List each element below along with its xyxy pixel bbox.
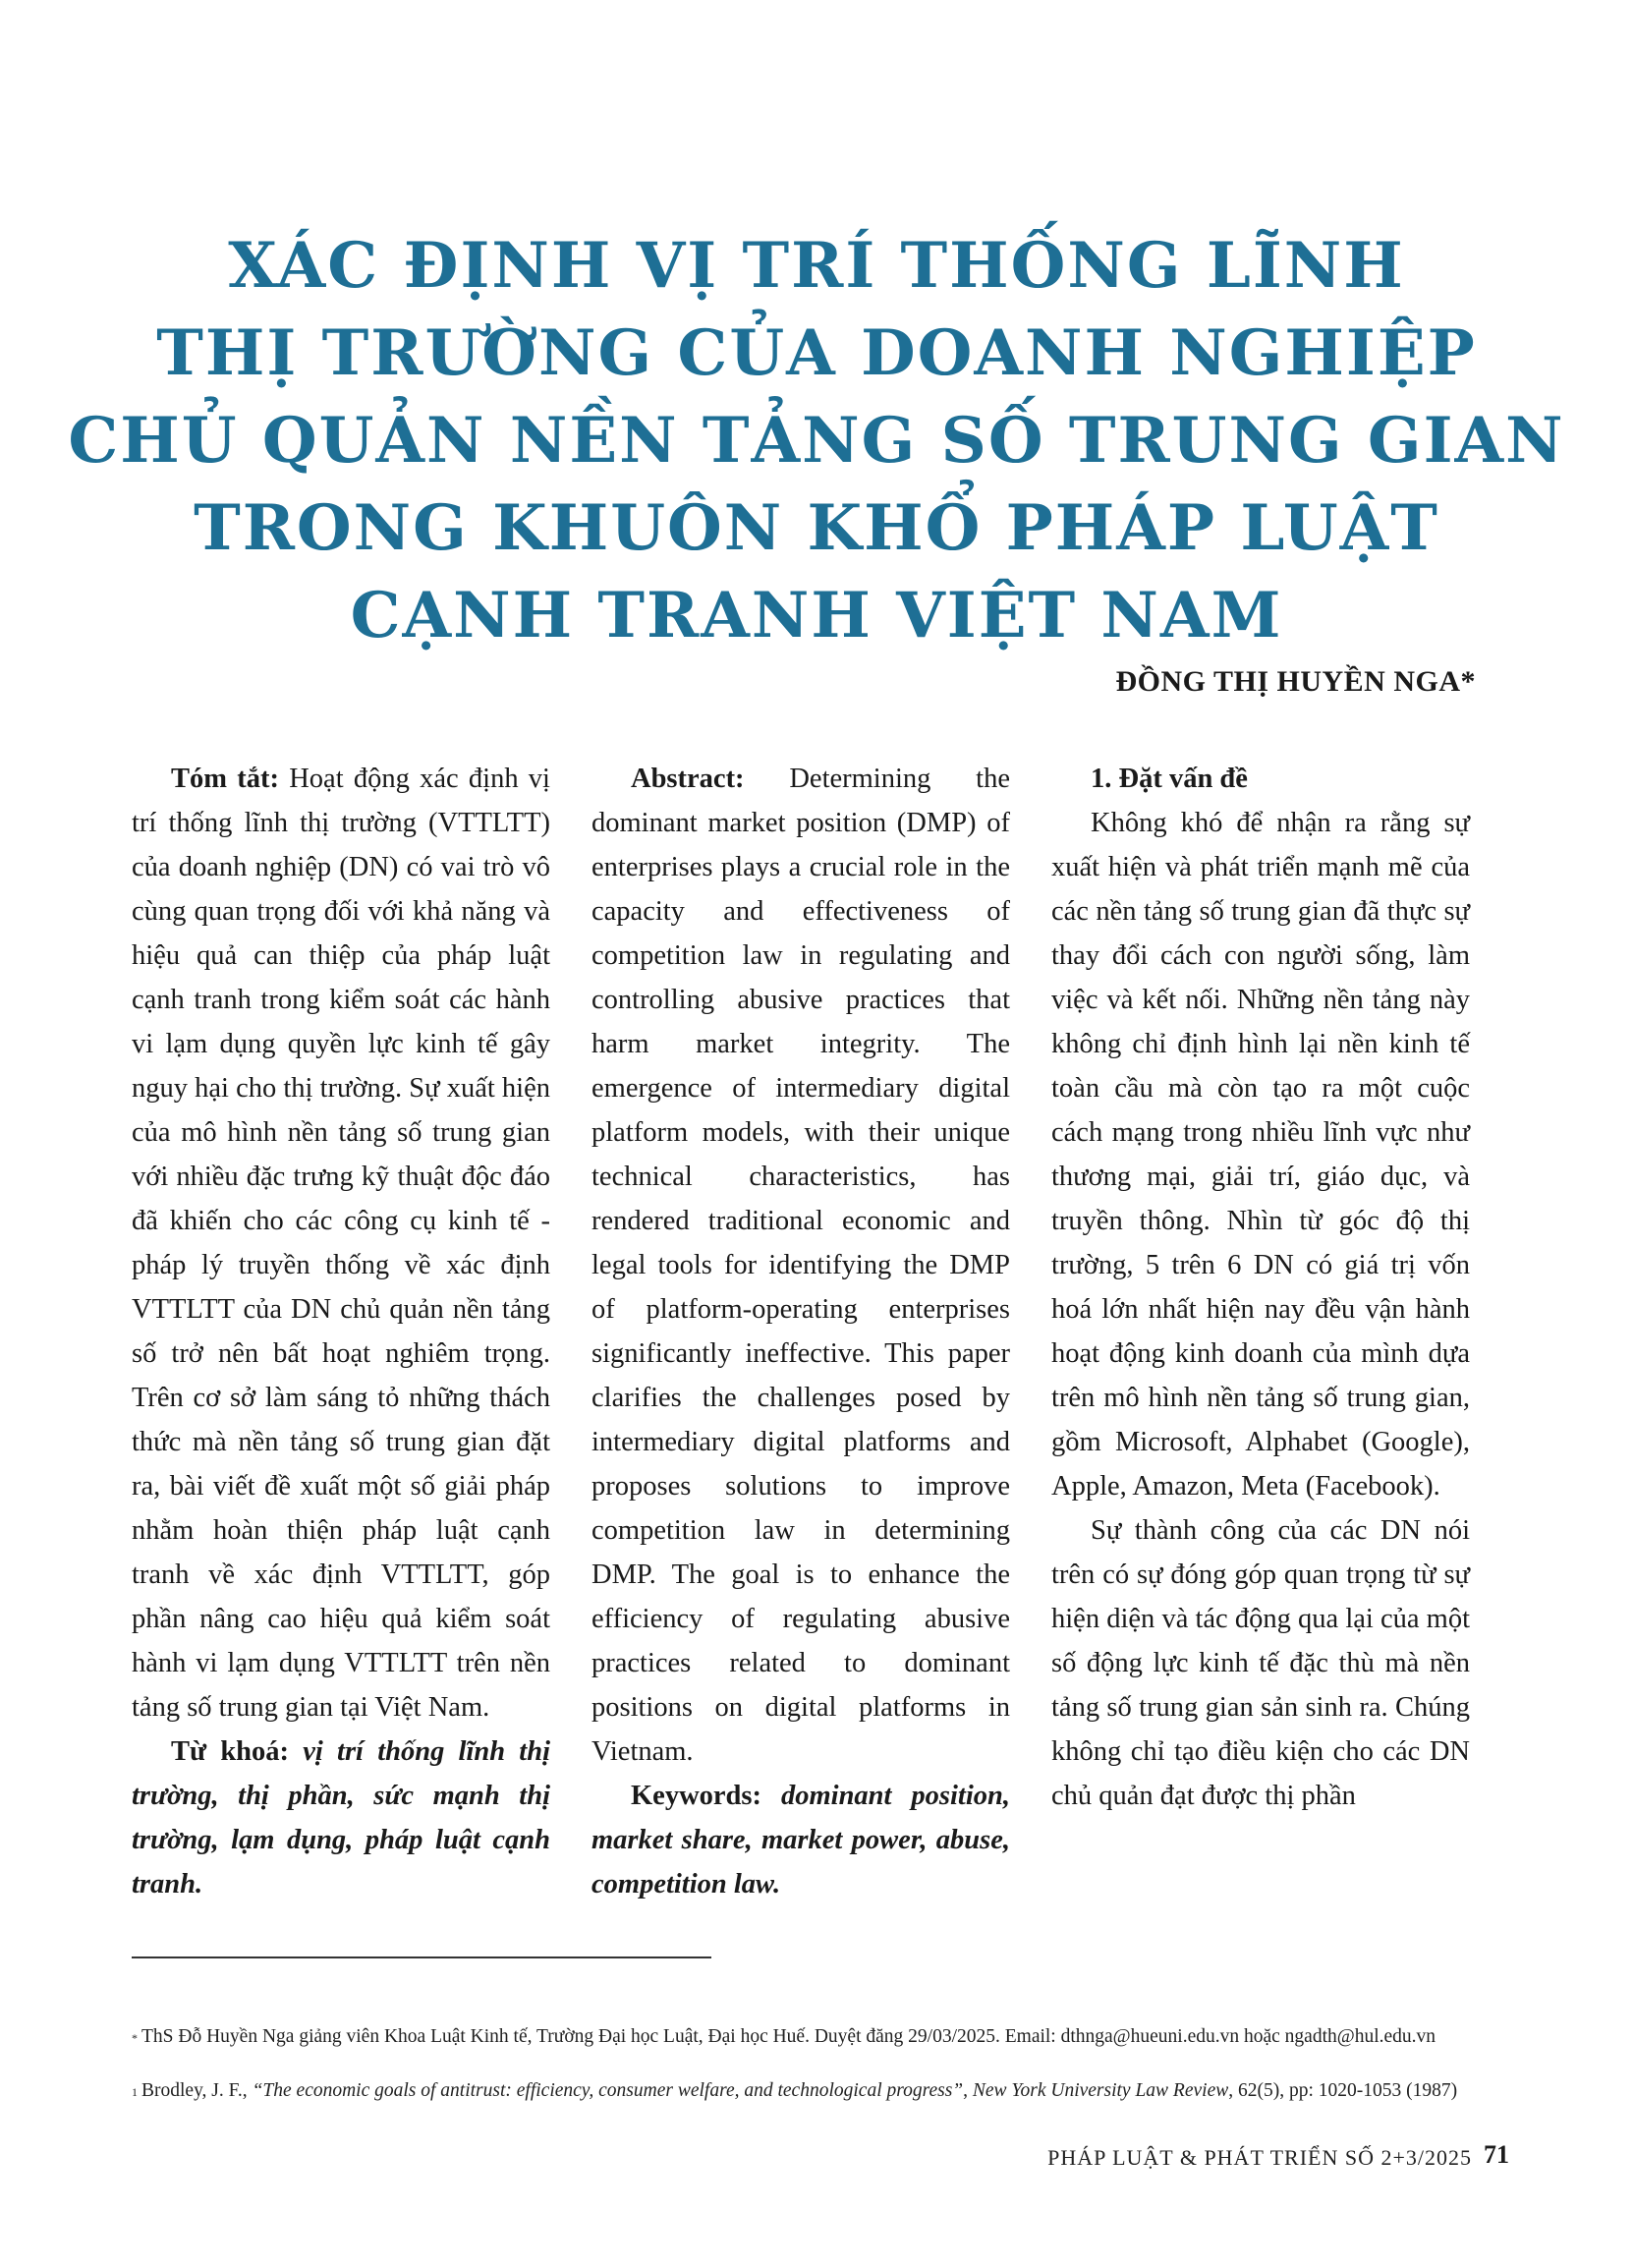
running-footer: PHÁP LUẬT & PHÁT TRIỂN SỐ 2+3/2025	[1047, 2145, 1472, 2170]
footnote-citation-journal: New York University Law Review	[972, 2080, 1229, 2101]
footnote-mark: 1	[132, 2085, 138, 2099]
abstract-paragraph	[591, 757, 1010, 1774]
footnote-divider	[132, 1956, 711, 1958]
summary-text: Hoạt động xác định vị trí thống lĩnh thị trường (VTTLTT) của doanh nghiệp (DN) có vai trò vô cùng quan trọng đối với khả năng và hiệu quả can thiệp của pháp luật cạnh tranh trong kiểm soát các hành vi lạm dụng quyền lực kinh tế gây nguy hại cho thị trường. Sự xuất hiện của mô hình nền tảng số trung gian với nhiều đặc trưng kỹ thuật độc đáo đã khiến cho các công cụ kinh tế - pháp lý truyền thống về xác định VTTLTT của DN chủ quản nền tảng số trở nên bất hoạt nghiêm trọng. Trên cơ sở làm sáng tỏ những thách thức mà nền tảng số trung gian đặt ra, bài viết đề xuất một số giải pháp nhằm hoàn thiện pháp luật cạnh tranh về xác định VTTLTT, góp phần nâng cao hiệu quả kiểm soát hành vi lạm dụng VTTLTT trên nền tảng số trung gian tại Việt Nam.	[132, 764, 550, 1723]
summary-label: Tóm tắt:	[171, 764, 279, 794]
title-line: CHỦ QUẢN NỀN TẢNG SỐ TRUNG GIAN	[68, 404, 1565, 478]
keywords-en-text: dominant position, market share, market power, abuse, competition law.	[591, 1781, 1010, 1899]
title-line: XÁC ĐỊNH VỊ TRÍ THỐNG LĨNH	[228, 229, 1405, 303]
footnote-citation-author: Brodley, J. F.,	[141, 2080, 253, 2101]
footnote-citation-title: “The economic goals of antitrust: efficiency, consumer welfare, and technological progress”	[252, 2080, 964, 2101]
section-paragraph: Không khó để nhận ra rằng sự xuất hiện và phát triển mạnh mẽ của các nền tảng số trung gian đã thực sự thay đổi cách con người sống, làm việc và kết nối. Những nền tảng này không chỉ định hình lại nền kinh tế toàn cầu mà còn tạo ra một cuộc cách mạng trong nhiều lĩnh vực như thương mại, giải trí, giáo dục, và truyền thông. Nhìn từ góc độ thị trường, 5 trên 6 DN có giá trị vốn hoá lớn nhất hiện nay đều vận hành hoạt động kinh doanh của mình dựa trên mô hình nền tảng số trung gian, gồm Microsoft, Alphabet (Google), Apple, Amazon, Meta (Facebook).	[1051, 808, 1470, 1502]
summary-paragraph	[132, 757, 550, 1729]
title-line: TRONG KHUÔN KHỔ PHÁP LUẬT	[194, 491, 1439, 565]
abstract-label: Abstract:	[631, 764, 745, 794]
footnote-author	[132, 2022, 1474, 2051]
column-section	[1051, 757, 1470, 1818]
title-line: THỊ TRƯỜNG CỦA DOANH NGHIỆP	[156, 316, 1477, 390]
keywords-vi-label: Từ khoá:	[171, 1736, 290, 1767]
abstract-text: Determining the dominant market position (DMP) of enterprises plays a crucial role in the capacity and effectiveness of competition law in regulating and controlling abusive practices that harm market integrity. The emergence of intermediary digital platform models, with their unique technical characteristics, has rendered traditional economic and legal tools for identifying the DMP of platform-operating enterprises significantly ineffective. This paper clarifies the challenges posed by intermediary digital platforms and proposes solutions to improve competition law in determining DMP. The goal is to enhance the efficiency of regulating abusive practices related to dominant positions on digital platforms in Vietnam.	[591, 764, 1010, 1767]
column-abstract	[591, 757, 1010, 1906]
section-heading: 1. Đặt vấn đề	[1091, 764, 1248, 794]
footnote-citation-rest: , 62(5), pp: 1020-1053 (1987)	[1228, 2080, 1458, 2101]
keywords-vi-paragraph	[132, 1729, 550, 1906]
author-name: ĐỒNG THỊ HUYỀN NGA*	[1115, 665, 1476, 698]
footnote-citation-sep: ,	[963, 2080, 973, 2101]
section-paragraph: Sự thành công của các DN nói trên có sự đóng góp quan trọng từ sự hiện diện và tác động qua lại của một số động lực kinh tế đặc thù mà nền tảng số trung gian sản sinh ra. Chúng không chỉ tạo điều kiện cho các DN chủ quản đạt được thị phần	[1051, 1515, 1470, 1811]
title-line: CẠNH TRANH VIỆT NAM	[350, 579, 1283, 652]
keywords-en-paragraph	[591, 1774, 1010, 1906]
keywords-vi-text: vị trí thống lĩnh thị trường, thị phần, sức mạnh thị trường, lạm dụng, pháp luật cạnh tranh.	[132, 1736, 550, 1899]
page-number: 71	[1484, 2140, 1509, 2169]
article-title	[0, 222, 1633, 659]
footnote-1	[132, 2076, 1474, 2105]
footnote-mark: *	[132, 2031, 138, 2045]
column-summary	[132, 757, 550, 1906]
footnote-text: ThS Đỗ Huyền Nga giảng viên Khoa Luật Kinh tế, Trường Đại học Luật, Đại học Huế. Duyệt đăng 29/03/2025. Email: dthnga@hueuni.edu.vn hoặc ngadth@hul.edu.vn	[141, 2026, 1436, 2047]
keywords-en-label: Keywords:	[631, 1781, 761, 1811]
